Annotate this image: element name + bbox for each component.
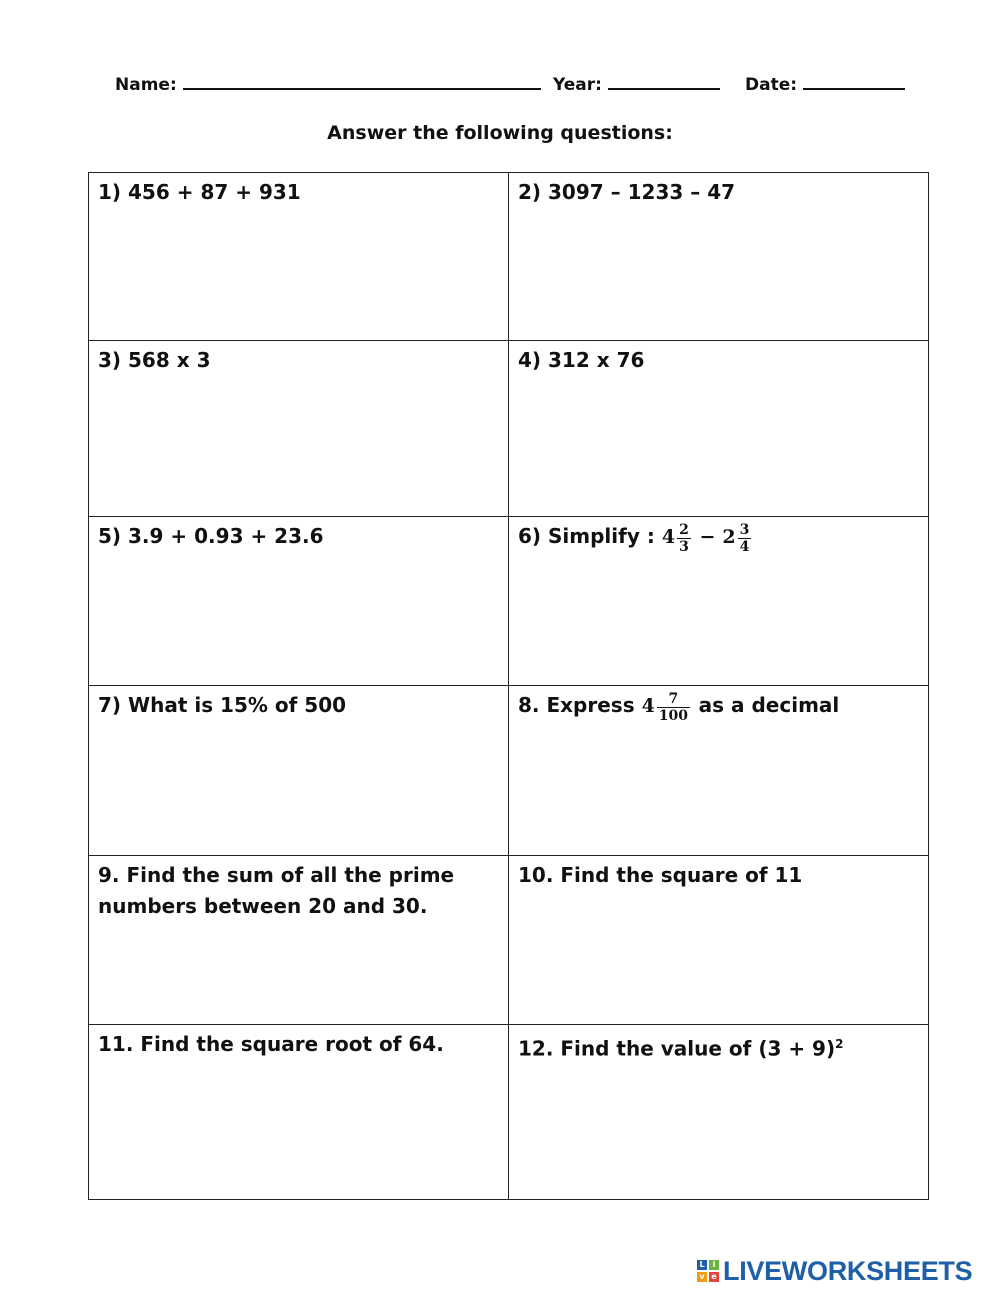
whole-8: 4 xyxy=(641,695,655,717)
question-3-text: 3) 568 x 3 xyxy=(98,348,211,372)
year-blank[interactable] xyxy=(608,74,720,90)
questions-table xyxy=(88,172,929,1200)
mixed-number-8 xyxy=(641,690,699,724)
numerator-1: 2 xyxy=(679,521,689,538)
minus-operator: − xyxy=(699,526,716,548)
whole-2: 2 xyxy=(722,526,736,548)
question-10-text: 10. Find the square of 11 xyxy=(518,863,803,887)
question-1-text: 1) 456 + 87 + 931 xyxy=(98,180,301,204)
question-2-text: 2) 3097 – 1233 – 47 xyxy=(518,180,736,204)
year-field xyxy=(553,74,720,95)
whole-1: 4 xyxy=(661,526,676,548)
question-cell-11[interactable] xyxy=(89,1025,509,1200)
question-cell-8[interactable] xyxy=(509,686,929,856)
name-field xyxy=(115,74,541,95)
question-cell-1[interactable] xyxy=(89,173,509,341)
question-cell-2[interactable] xyxy=(509,173,929,341)
date-label: Date: xyxy=(745,75,798,95)
question-4-text: 4) 312 x 76 xyxy=(518,348,645,372)
question-12-exponent: 2 xyxy=(835,1037,844,1051)
name-label: Name: xyxy=(115,75,177,95)
date-field xyxy=(745,74,905,95)
denominator-2: 4 xyxy=(739,538,750,555)
logo-cube-v: v xyxy=(697,1272,707,1282)
question-cell-12[interactable] xyxy=(509,1025,929,1200)
question-9-text: 9. Find the sum of all the prime numbers between 20 and 30. xyxy=(98,863,455,918)
mixed-number-1 xyxy=(661,521,700,555)
year-label: Year: xyxy=(553,75,602,95)
question-cell-7[interactable] xyxy=(89,686,509,856)
fraction-1 xyxy=(677,522,691,555)
numerator-2: 3 xyxy=(739,521,750,538)
logo-cube-e: e xyxy=(709,1272,719,1282)
liveworksheets-logo[interactable] xyxy=(697,1255,992,1287)
question-6-text: 6) Simplify : xyxy=(518,524,655,548)
denominator-8: 100 xyxy=(658,707,689,724)
logo-text: LIVEWORKSHEETS xyxy=(723,1255,973,1286)
fraction-8 xyxy=(657,691,690,724)
question-cell-5[interactable] xyxy=(89,517,509,686)
question-11-text: 11. Find the square root of 64. xyxy=(98,1032,444,1056)
name-blank[interactable] xyxy=(183,74,541,90)
student-info-header xyxy=(115,74,915,102)
question-cell-3[interactable] xyxy=(89,341,509,517)
question-cell-10[interactable] xyxy=(509,856,929,1025)
logo-cube-l: L xyxy=(697,1260,707,1270)
numerator-8: 7 xyxy=(657,691,690,708)
question-cell-4[interactable] xyxy=(509,341,929,517)
question-7-text: 7) What is 15% of 500 xyxy=(98,693,347,717)
date-blank[interactable] xyxy=(803,74,905,90)
worksheet-title: Answer the following questions: xyxy=(327,122,673,144)
question-cell-9[interactable] xyxy=(89,856,509,1025)
question-8-prefix: 8. Express xyxy=(518,693,635,717)
logo-cube-i: i xyxy=(709,1260,719,1270)
question-cell-6[interactable] xyxy=(509,517,929,686)
mixed-number-2 xyxy=(722,521,753,555)
question-5-text: 5) 3.9 + 0.93 + 23.6 xyxy=(98,524,324,548)
logo-cubes-icon xyxy=(697,1260,719,1282)
denominator-1: 3 xyxy=(679,538,689,555)
question-8-suffix: as a decimal xyxy=(698,693,840,717)
fraction-2 xyxy=(738,522,752,555)
question-12-text: 12. Find the value of (3 + 9) xyxy=(518,1036,836,1061)
